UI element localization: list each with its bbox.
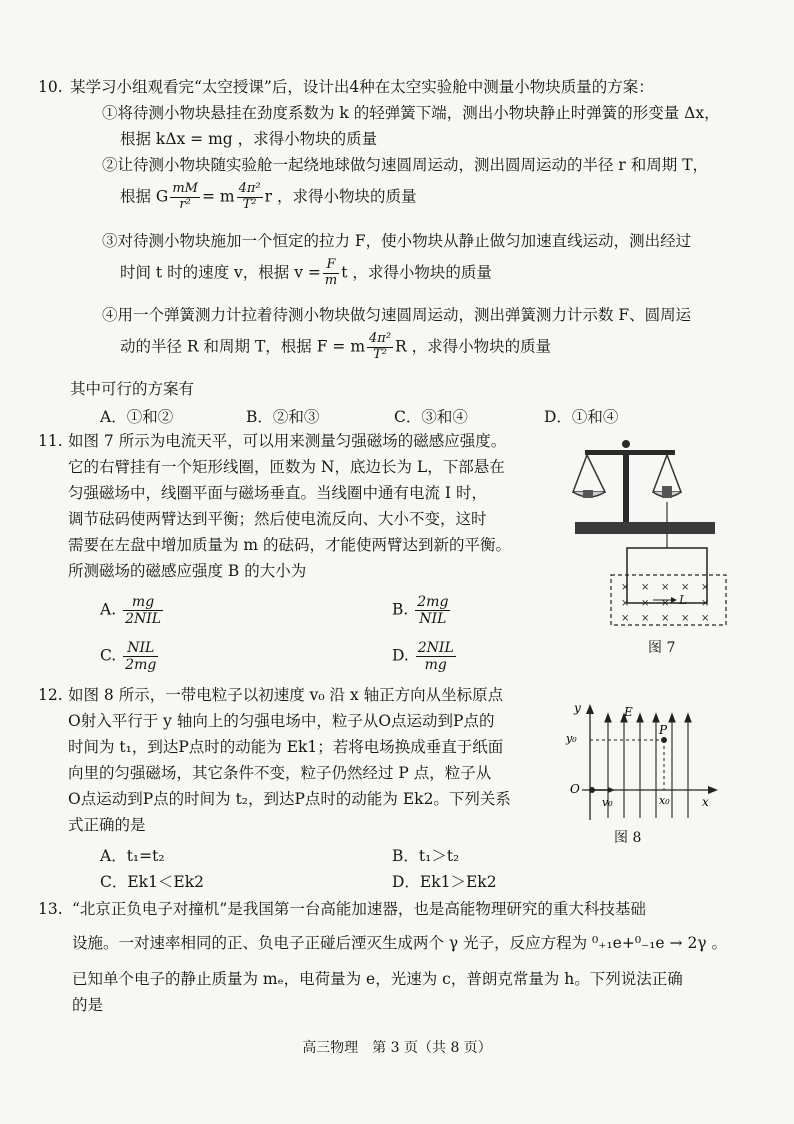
figure-8-electric-field: [562, 700, 722, 830]
q10-scheme2-line2: 根据 G $\frac{mM}{\text{r²}}$ = m $\frac{\text{4π²}}{\text{T²}}$ r ，求得小物块的质量: [120, 181, 417, 212]
q13-line3: 已知单个电子的静止质量为 mₑ，电荷量为 e，光速为 c，普朗克常量为 h。下列说法正确: [72, 970, 683, 988]
q10-scheme4-line2: 动的半径 R 和周期 T，根据 F = m $\frac{\text{4π²}}{\text{T²}}$ R ，求得小物块的质量: [120, 331, 552, 362]
svg-text:×: ×: [661, 598, 670, 609]
svg-text:y: y: [574, 701, 581, 715]
electric-field-lines: [605, 714, 691, 818]
q12-number: 12.: [38, 686, 63, 704]
q11-option-c[interactable]: C. $\frac{\text{NIL}}{2mg}$: [100, 640, 157, 674]
fraction-mM-r2: $\frac{mM}{\text{r²}}$: [172, 181, 198, 212]
balance-base: [575, 522, 715, 534]
svg-text:×: ×: [681, 613, 690, 624]
svg-text:×: ×: [701, 582, 710, 593]
q12-line4: 向里的匀强磁场，其它条件不变，粒子仍然经过 P 点，粒子从: [68, 764, 492, 782]
q13-line2: 设施。一对速率相同的正、负电子正碰后湮灭生成两个 γ 光子，反应方程为 ⁰₊₁e+⁰₋₁e → 2γ 。: [72, 934, 727, 952]
fraction-4pi2-T2-b: $\frac{\text{4π²}}{\text{T²}}$: [369, 331, 392, 362]
svg-text:×: ×: [641, 598, 650, 609]
svg-text:x: x: [702, 795, 709, 809]
q10-scheme1-line1: ①将待测小物块悬挂在劲度系数为 k 的轻弹簧下端，测出小物块静止时弹簧的形变量 Δx，: [102, 104, 720, 122]
q11-line2: 它的右臂挂有一个矩形线圈，匝数为 N，底边长为 L，下部悬在: [68, 458, 505, 476]
q10-option-c[interactable]: C．③和④: [394, 408, 468, 426]
balance-beam: [585, 450, 675, 455]
q13-line4: 的是: [72, 996, 104, 1014]
q12-option-b[interactable]: B．t₁＞t₂: [392, 847, 460, 865]
svg-text:x₀: x₀: [659, 794, 670, 807]
q10-scheme2-line1: ②让待测小物块随实验舱一起绕地球做匀速圆周运动，测出圆周运动的半径 r 和周期 T，: [102, 156, 709, 174]
fraction-4pi2-T2: $\frac{\text{4π²}}{\text{T²}}$: [238, 181, 261, 212]
q12-option-a[interactable]: A．t₁=t₂: [100, 847, 165, 865]
svg-text:P: P: [659, 723, 668, 737]
q10-option-b[interactable]: B．②和③: [246, 408, 320, 426]
svg-text:×: ×: [701, 613, 710, 624]
q11-line5: 需要在左盘中增加质量为 m 的砝码，才能使两臂达到新的平衡。: [68, 536, 512, 554]
q12-line2: O射入平行于 y 轴向上的匀强电场中，粒子从O点运动到P点的: [68, 712, 495, 730]
q12-option-c[interactable]: C．Ek1＜Ek2: [100, 873, 204, 891]
point-P: [661, 737, 667, 743]
balance-pillar: [623, 450, 629, 522]
field-label-E: E: [624, 705, 633, 719]
svg-text:O: O: [570, 782, 580, 796]
q11-option-b[interactable]: B. $\frac{2mg}{\text{NIL}}$: [392, 594, 449, 628]
q10-ask: 其中可行的方案有: [70, 380, 195, 398]
q11-line4: 调节砝码使两臂达到平衡；然后使电流反向、大小不变，这时: [68, 510, 487, 528]
svg-text:y₀: y₀: [566, 732, 577, 745]
q10-scheme3-line2: 时间 t 时的速度 v，根据 v = $\frac{F}{m}$ t ，求得小物块的质量: [120, 257, 492, 288]
q12-line5: O点运动到P点的时间为 t₂，到达P点时的动能为 Ek2。下列关系: [68, 790, 511, 808]
svg-text:×: ×: [661, 582, 670, 593]
figure-8-caption: 图 8: [614, 830, 642, 846]
q11-line1: 如图 7 所示为电流天平，可以用来测量匀强磁场的磁感应强度。: [68, 432, 507, 450]
q12-line3: 时间为 t₁，到达P点时的动能为 Ek1；若将电场换成垂直于纸面: [68, 738, 504, 756]
fraction-F-m: $\frac{F}{m}$: [324, 257, 338, 288]
q11-number: 11.: [38, 432, 63, 450]
q11-option-a[interactable]: A. $\frac{mg}{\text{2NIL}}$: [100, 594, 162, 628]
svg-text:v₀: v₀: [602, 796, 613, 809]
svg-text:×: ×: [621, 613, 630, 624]
figure-7-current-balance: [565, 430, 765, 630]
q10-scheme1-line2: 根据 kΔx = mg ，求得小物块的质量: [120, 130, 378, 148]
svg-text:×: ×: [641, 582, 650, 593]
q11-option-d[interactable]: D. $\frac{\text{2NIL}}{mg}$: [392, 640, 454, 674]
svg-text:×: ×: [621, 598, 630, 609]
svg-text:×: ×: [621, 582, 630, 593]
q10-stem: 某学习小组观看完“太空授课”后，设计出4种在太空实验舱中测量小物块质量的方案：: [70, 78, 654, 96]
q12-option-d[interactable]: D．Ek1＞Ek2: [392, 873, 497, 891]
coil-length-label: L: [679, 593, 687, 607]
svg-text:×: ×: [681, 582, 690, 593]
q13-line1: “北京正负电子对撞机”是我国第一台高能加速器，也是高能物理研究的重大科技基础: [72, 900, 646, 918]
svg-text:×: ×: [701, 598, 710, 609]
figure-7-caption: 图 7: [648, 640, 676, 656]
q13-number: 13.: [38, 900, 63, 918]
q10-scheme3-line1: ③对待测小物块施加一个恒定的拉力 F，使小物块从静止做匀加速直线运动，测出经过: [102, 232, 692, 250]
q11-line3: 匀强磁场中，线圈平面与磁场垂直。当线圈中通有电流 I 时，: [68, 484, 487, 502]
q11-line6: 所测磁场的磁感应强度 B 的大小为: [68, 562, 307, 580]
q10-number: 10.: [38, 78, 63, 96]
q12-line6: 式正确的是: [68, 816, 146, 834]
q10-scheme4-line1: ④用一个弹簧测力计拉着待测小物块做匀速圆周运动，测出弹簧测力计示数 F、圆周运: [102, 306, 692, 324]
svg-text:×: ×: [661, 613, 670, 624]
q12-line1: 如图 8 所示，一带电粒子以初速度 v₀ 沿 x 轴正方向从坐标原点: [68, 686, 504, 704]
page-footer: 高三物理 第 3 页（共 8 页）: [302, 1040, 492, 1056]
q10-option-a[interactable]: A．①和②: [100, 408, 174, 426]
svg-text:×: ×: [641, 613, 650, 624]
q10-option-d[interactable]: D．①和④: [544, 408, 619, 426]
